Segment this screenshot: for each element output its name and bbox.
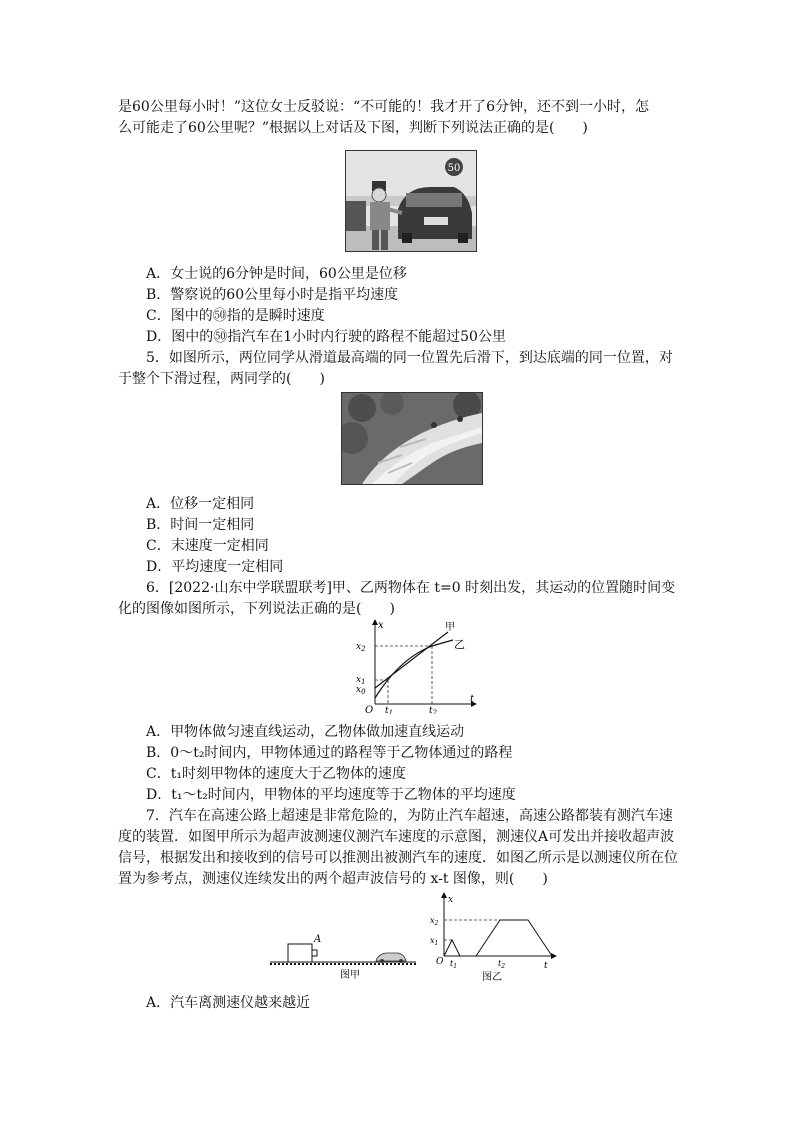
curve-yi-label: 乙 bbox=[454, 638, 465, 651]
q5-option-d: D．平均速度一定相同 bbox=[146, 559, 284, 575]
q5-option-b: B．时间一定相同 bbox=[146, 517, 255, 533]
origin-label: O bbox=[365, 705, 374, 714]
svg-text:x2: $x_2$ bbox=[430, 916, 439, 927]
x1-label: $x_1$ bbox=[356, 675, 366, 686]
q5-option-c: C．末速度一定相同 bbox=[146, 538, 269, 554]
t-axis-label: t bbox=[470, 694, 475, 705]
q6-text-line-2: 化的图像如图所示，下列说法正确的是( ) bbox=[118, 601, 395, 617]
svg-text:x1: $x_1$ bbox=[430, 936, 439, 947]
q4-option-a: A．女士说的6分钟是时间，60公里是位移 bbox=[146, 266, 407, 282]
q6-text-line-1: 6．[2022·山东中学联盟联考]甲、乙两物体在 t=0 时刻出发，其运动的位置随时间变 bbox=[146, 580, 676, 596]
yi-t-axis-label: t bbox=[544, 961, 548, 971]
fig-yi-caption: 图乙 bbox=[482, 972, 502, 983]
police-car-illustration bbox=[346, 151, 476, 251]
speedometer-box bbox=[288, 944, 312, 962]
q4-text-line-1: 是60公里每小时！”这位女士反驳说：“不可能的！我才开了6分钟，还不到一小时，怎 bbox=[118, 99, 650, 115]
x0-label: $x_0$ bbox=[356, 685, 366, 696]
t1-label: $t_1$ bbox=[385, 706, 394, 714]
q7-figure-jia bbox=[268, 930, 418, 982]
fig-jia-caption: 图甲 bbox=[340, 970, 360, 981]
q5-option-a: A．位移一定相同 bbox=[146, 496, 255, 512]
q7-figure-yi-xt-graph bbox=[428, 892, 558, 984]
q4-text-line-2: 么可能走了60公里呢？”根据以上对话及下图，判断下列说法正确的是( ) bbox=[118, 120, 588, 136]
second-signal-line bbox=[476, 920, 552, 956]
speedometer-a-label: A bbox=[314, 934, 322, 945]
water-slide-illustration bbox=[342, 393, 482, 484]
q5-text-line-1: 5．如图所示，两位同学从滑道最高端的同一位置先后滑下，到达底端的同一位置，对 bbox=[146, 350, 673, 366]
q7-option-a: A．汽车离测速仪越来越近 bbox=[146, 995, 311, 1011]
q4-option-b: B．警察说的60公里每小时是指平均速度 bbox=[146, 287, 399, 303]
yi-origin-label: O bbox=[436, 957, 444, 967]
q7-text-line-4: 置为参考点，测速仪连续发出的两个超声波信号的 x-t 图像，则( ) bbox=[118, 871, 548, 887]
q6-option-b: B．0～t₂时间内，甲物体通过的路程等于乙物体通过的路程 bbox=[146, 745, 513, 761]
q7-text-line-2: 度的装置．如图甲所示为超声波测速仪测汽车速度的示意图，测速仪A可发出并接收超声波 bbox=[118, 829, 675, 845]
svg-text:t1: $t_1$ bbox=[450, 959, 458, 970]
q5-text-line-2: 于整个下滑过程，两同学的( ) bbox=[118, 371, 325, 387]
svg-text:t2: $t_2$ bbox=[498, 959, 506, 970]
t2-label: $t_2$ bbox=[429, 706, 438, 714]
curve-yi bbox=[375, 640, 453, 698]
curve-jia-label: 甲 bbox=[445, 622, 455, 633]
curve-jia bbox=[375, 632, 448, 688]
x-axis-label: x bbox=[378, 620, 384, 631]
q6-option-c: C．t₁时刻甲物体的速度大于乙物体的速度 bbox=[146, 766, 406, 782]
q4-option-c: C．图中的㊿指的是瞬时速度 bbox=[146, 308, 325, 324]
first-signal-line bbox=[444, 940, 460, 956]
yi-x-axis-label: x bbox=[448, 895, 454, 905]
x2-label: $x_2$ bbox=[356, 642, 366, 653]
q6-option-a: A．甲物体做匀速直线运动，乙物体做加速直线运动 bbox=[146, 724, 465, 740]
q5-water-slide-photo bbox=[341, 392, 483, 485]
q4-police-car-photo bbox=[345, 150, 477, 252]
speed-limit-sign: 50 bbox=[447, 163, 461, 174]
q6-position-time-graph bbox=[350, 618, 480, 714]
q7-text-line-3: 信号，根据发出和接收到的信号可以推测出被测汽车的速度．如图乙所示是以测速仪所在位 bbox=[118, 850, 678, 866]
q7-text-line-1: 7．汽车在高速公路上超速是非常危险的，为防止汽车超速，高速公路都装有测汽车速 bbox=[146, 808, 673, 824]
q4-option-d: D．图中的㊿指汽车在1小时内行驶的路程不能超过50公里 bbox=[146, 329, 506, 345]
q6-option-d: D．t₁～t₂时间内，甲物体的平均速度等于乙物体的平均速度 bbox=[146, 787, 516, 803]
